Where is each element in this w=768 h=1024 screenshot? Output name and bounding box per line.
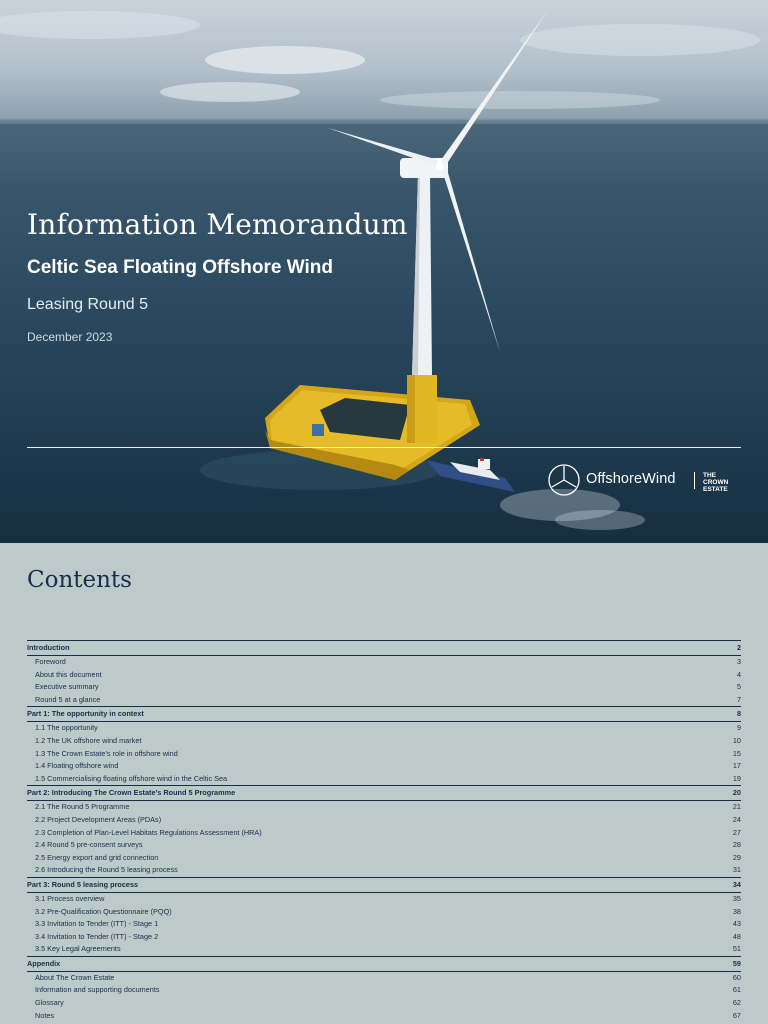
toc-section-heading[interactable] (27, 878, 741, 893)
toc-entry[interactable] (27, 893, 741, 906)
toc-entry-page: 5 (736, 682, 741, 692)
offshore-wind-wordmark: OffshoreWind (586, 471, 676, 487)
toc-entry-title: 2.2 Project Development Areas (PDAs) (35, 814, 162, 824)
toc-entry[interactable] (27, 931, 741, 944)
table-of-contents (27, 640, 741, 1022)
toc-entry[interactable] (27, 656, 741, 669)
toc-entry-title: 3.5 Key Legal Agreements (35, 944, 121, 954)
toc-entry-title: 3.3 Invitation to Tender (ITT) - Stage 1 (35, 919, 159, 929)
crown-estate-line-2: ESTATE (703, 486, 728, 493)
toc-entry[interactable] (27, 852, 741, 865)
toc-entry-title: About this document (35, 669, 102, 679)
toc-entry[interactable] (27, 669, 741, 682)
crown-estate-line-1: THE CROWN (703, 472, 729, 486)
toc-entry-title: Executive summary (35, 682, 99, 692)
toc-section-title: Part 2: Introducing The Crown Estate’s Round 5 Programme (27, 788, 236, 798)
toc-section-title: Part 1: The opportunity in context (27, 709, 144, 719)
document-subtitle: Celtic Sea Floating Offshore Wind (27, 257, 333, 278)
toc-entry-page: 17 (732, 761, 741, 771)
contents-heading: Contents (27, 567, 132, 593)
toc-entry[interactable] (27, 839, 741, 852)
toc-entry-page: 61 (732, 985, 741, 995)
toc-entry-page: 27 (732, 827, 741, 837)
toc-entry-page: 67 (732, 1010, 741, 1020)
toc-entry-title: 2.3 Completion of Plan-Level Habitats Regulations Assessment (HRA) (35, 827, 262, 837)
toc-entry-page: 60 (732, 972, 741, 982)
toc-entry[interactable] (27, 694, 741, 707)
toc-entry[interactable] (27, 814, 741, 827)
divider (27, 447, 741, 448)
toc-entry-page: 38 (732, 906, 741, 916)
toc-entry[interactable] (27, 735, 741, 748)
document-title: Information Memorandum (27, 208, 408, 241)
toc-entry[interactable] (27, 801, 741, 814)
toc-entry-page: 31 (732, 865, 741, 875)
toc-entry[interactable] (27, 760, 741, 773)
toc-entry-page: 10 (732, 735, 741, 745)
toc-entry[interactable] (27, 722, 741, 735)
toc-entry-title: Notes (35, 1010, 55, 1020)
toc-entry[interactable] (27, 864, 741, 877)
toc-entry[interactable] (27, 1010, 741, 1023)
crown-estate-logo (703, 472, 743, 493)
toc-section-title: Introduction (27, 643, 70, 652)
toc-entry[interactable] (27, 984, 741, 997)
toc-entry-page: 24 (732, 814, 741, 824)
leasing-round: Leasing Round 5 (27, 296, 148, 313)
toc-entry-page: 43 (732, 919, 741, 929)
toc-section-heading[interactable] (27, 707, 741, 722)
toc-section (27, 956, 741, 1022)
toc-entry-page: 28 (732, 840, 741, 850)
toc-entry-title: Foreword (35, 657, 66, 666)
toc-entry-title: 1.4 Floating offshore wind (35, 761, 119, 771)
brand-lockup (546, 462, 742, 498)
toc-entry-page: 62 (732, 998, 741, 1008)
toc-entry[interactable] (27, 827, 741, 840)
offshore-wind-logo-icon (546, 462, 582, 498)
toc-entry-page: 21 (732, 802, 741, 812)
toc-entry[interactable] (27, 906, 741, 919)
toc-section-page: 2 (736, 643, 741, 652)
toc-entry[interactable] (27, 748, 741, 761)
toc-entry[interactable] (27, 918, 741, 931)
brand-separator (694, 472, 695, 489)
toc-entry[interactable] (27, 997, 741, 1010)
toc-section-heading[interactable] (27, 786, 741, 801)
toc-entry-title: 3.4 Invitation to Tender (ITT) - Stage 2 (35, 931, 159, 941)
toc-entry-page: 29 (732, 852, 741, 862)
toc-section-page: 20 (732, 788, 741, 798)
toc-entry-title: Glossary (35, 998, 64, 1008)
toc-entry-page: 51 (732, 944, 741, 954)
toc-entry[interactable] (27, 972, 741, 985)
toc-entry[interactable] (27, 943, 741, 956)
toc-entry-title: About The Crown Estate (35, 972, 115, 982)
toc-entry-page: 7 (736, 694, 741, 704)
toc-entry-title: Information and supporting documents (35, 985, 160, 995)
toc-entry-title: 2.5 Energy export and grid connection (35, 852, 159, 862)
toc-entry-page: 4 (736, 669, 741, 679)
toc-entry-page: 48 (732, 931, 741, 941)
toc-entry-title: 2.4 Round 5 pre-consent surveys (35, 840, 143, 850)
toc-entry-title: 1.1 The opportunity (35, 723, 98, 733)
toc-section (27, 706, 741, 785)
toc-entry-page: 19 (732, 773, 741, 783)
toc-section-title: Part 3: Round 5 leasing process (27, 879, 139, 889)
toc-section-page: 8 (736, 709, 741, 719)
toc-entry-page: 3 (736, 657, 741, 666)
toc-entry-title: 3.1 Process overview (35, 893, 105, 903)
toc-entry[interactable] (27, 681, 741, 694)
publication-date: December 2023 (27, 330, 113, 344)
toc-entry-title: Round 5 at a glance (35, 694, 101, 704)
toc-entry-page: 15 (732, 748, 741, 758)
toc-entry-title: 1.2 The UK offshore wind market (35, 735, 142, 745)
toc-entry-title: 1.5 Commercialising floating offshore wind in the Celtic Sea (35, 773, 228, 783)
toc-section (27, 877, 741, 956)
toc-section-heading[interactable] (27, 641, 741, 656)
toc-section-title: Appendix (27, 958, 61, 968)
toc-section (27, 785, 741, 877)
toc-entry-title: 2.1 The Round 5 Programme (35, 802, 130, 812)
toc-entry-title: 3.2 Pre-Qualification Questionnaire (PQQ) (35, 906, 172, 916)
toc-section-heading[interactable] (27, 957, 741, 972)
toc-section (27, 640, 741, 706)
toc-section-page: 59 (732, 958, 741, 968)
toc-entry-page: 9 (736, 723, 741, 733)
toc-entry-title: 2.6 Introducing the Round 5 leasing process (35, 865, 178, 875)
toc-section-page: 34 (732, 879, 741, 889)
toc-entry-page: 35 (732, 893, 741, 903)
toc-entry[interactable] (27, 773, 741, 786)
toc-entry-title: 1.3 The Crown Estate’s role in offshore wind (35, 748, 178, 758)
